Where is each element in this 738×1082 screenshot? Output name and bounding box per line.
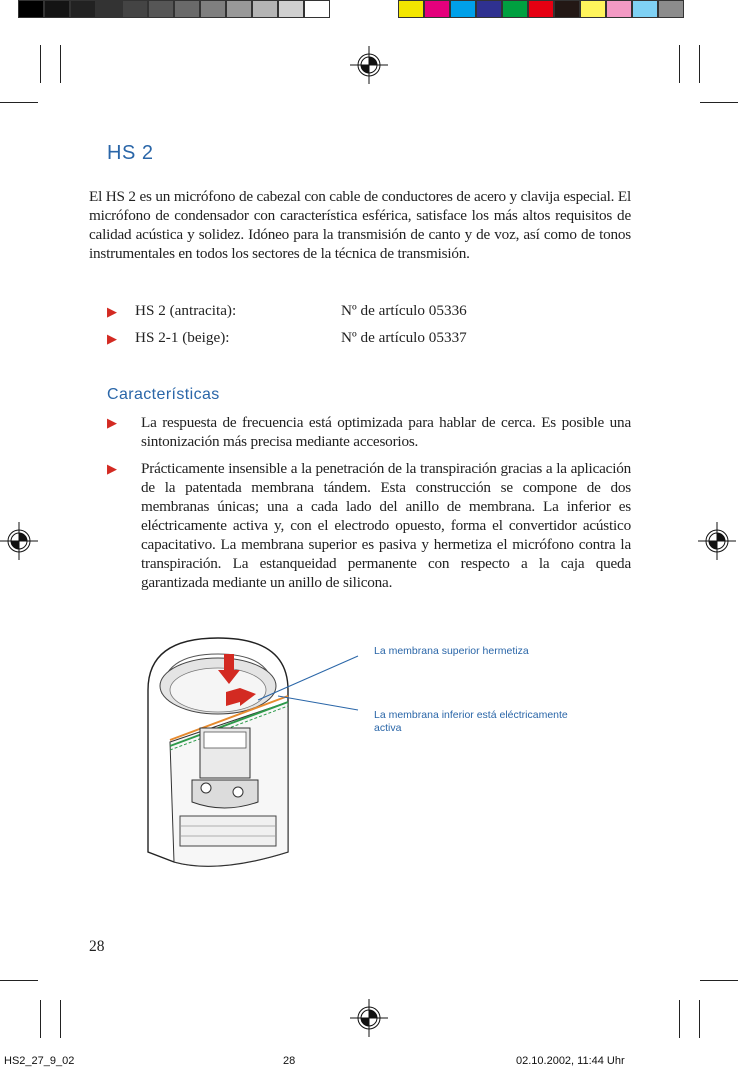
crop-mark: [0, 102, 38, 103]
bullet-triangle-icon: ▶: [107, 304, 117, 319]
crop-mark: [700, 980, 738, 981]
color-swatch: [200, 0, 226, 18]
bullet-triangle-icon: ▶: [107, 461, 117, 476]
color-swatch: [304, 0, 330, 18]
page-number: 28: [89, 938, 105, 955]
registration-mark-icon: [698, 522, 736, 560]
feature-text: Prácticamente insensible a la penetración de la transpiración gracias a la aplicación de la patentada membrana tándem. Esta construcción se compone de dos membranas únicas; una a cada lado del anillo de membrana. La inferior es eléctricamente activa y, con el electrodo opuesto, forma el convertidor acústico capacitativo. La membrana superior es pasiva y hermetiza el micrófono contra la transpiración. La estanqueidad permanente con respecto a la caja queda garantizada mediante un anillo de silicona.: [141, 460, 631, 591]
crop-mark: [60, 1000, 61, 1038]
bullet-triangle-icon: ▶: [107, 331, 117, 346]
callout-lower-membrane: La membrana inferior está eléctricamente activa: [374, 709, 568, 734]
color-swatch: [450, 0, 476, 18]
color-swatch: [606, 0, 632, 18]
color-swatch: [502, 0, 528, 18]
color-swatch: [554, 0, 580, 18]
callout-upper-membrane: La membrana superior hermetiza: [374, 645, 529, 657]
color-swatch: [226, 0, 252, 18]
crop-mark: [40, 45, 41, 83]
slug-page: 28: [283, 1055, 296, 1067]
article-list: [107, 302, 647, 356]
color-swatch: [658, 0, 684, 18]
list-item: [107, 302, 647, 329]
feature-list: [107, 413, 631, 600]
color-swatch: [424, 0, 450, 18]
color-swatch: [580, 0, 606, 18]
microphone-cutaway-figure: [140, 630, 610, 880]
list-item: [107, 459, 631, 592]
color-swatch: [70, 0, 96, 18]
color-swatch: [18, 0, 44, 18]
intro-paragraph: El HS 2 es un micrófono de cabezal con cable de conductores de acero y clavija especial. El micrófono de condensador con característica esférica, satisface los más altos requisitos de calidad acústica y solidez. Idóneo para la transmisión de canto y de voz, así como de tonos instrumentales en todos los sectores de la técnica de transmisión.: [89, 188, 631, 262]
color-swatch: [528, 0, 554, 18]
crop-mark: [60, 45, 61, 83]
process-color-bar: [398, 0, 684, 18]
color-swatch: [252, 0, 278, 18]
color-swatch: [122, 0, 148, 18]
microphone-capsule-illustration: [140, 630, 610, 880]
color-swatch: [398, 0, 424, 18]
crop-mark: [700, 102, 738, 103]
list-item: [107, 329, 647, 356]
article-name: HS 2-1 (beige):: [135, 329, 230, 346]
color-swatch: [96, 0, 122, 18]
crop-mark: [679, 45, 680, 83]
slug-timestamp: 02.10.2002, 11:44 Uhr: [516, 1055, 625, 1067]
crop-mark: [0, 980, 38, 981]
color-swatch: [476, 0, 502, 18]
color-swatch: [632, 0, 658, 18]
crop-mark: [699, 45, 700, 83]
color-swatch: [278, 0, 304, 18]
article-number: Nº de artículo 05336: [341, 302, 467, 319]
gray-color-bar: [18, 0, 330, 18]
color-swatch: [44, 0, 70, 18]
feature-text: La respuesta de frecuencia está optimizada para hablar de cerca. Es posible una sintonización más precisa mediante accesorios.: [141, 414, 631, 450]
registration-mark-icon: [0, 522, 38, 560]
crop-mark: [679, 1000, 680, 1038]
color-swatch: [148, 0, 174, 18]
registration-mark-icon: [350, 999, 388, 1037]
registration-mark-icon: [350, 46, 388, 84]
crop-mark: [699, 1000, 700, 1038]
list-item: [107, 413, 631, 451]
bullet-triangle-icon: ▶: [107, 415, 117, 430]
crop-mark: [40, 1000, 41, 1038]
page-title: HS 2: [107, 142, 154, 164]
article-number: Nº de artículo 05337: [341, 329, 467, 346]
article-name: HS 2 (antracita):: [135, 302, 237, 319]
color-swatch: [174, 0, 200, 18]
slug-filename: HS2_27_9_02: [4, 1055, 75, 1067]
features-heading: Características: [107, 386, 220, 403]
